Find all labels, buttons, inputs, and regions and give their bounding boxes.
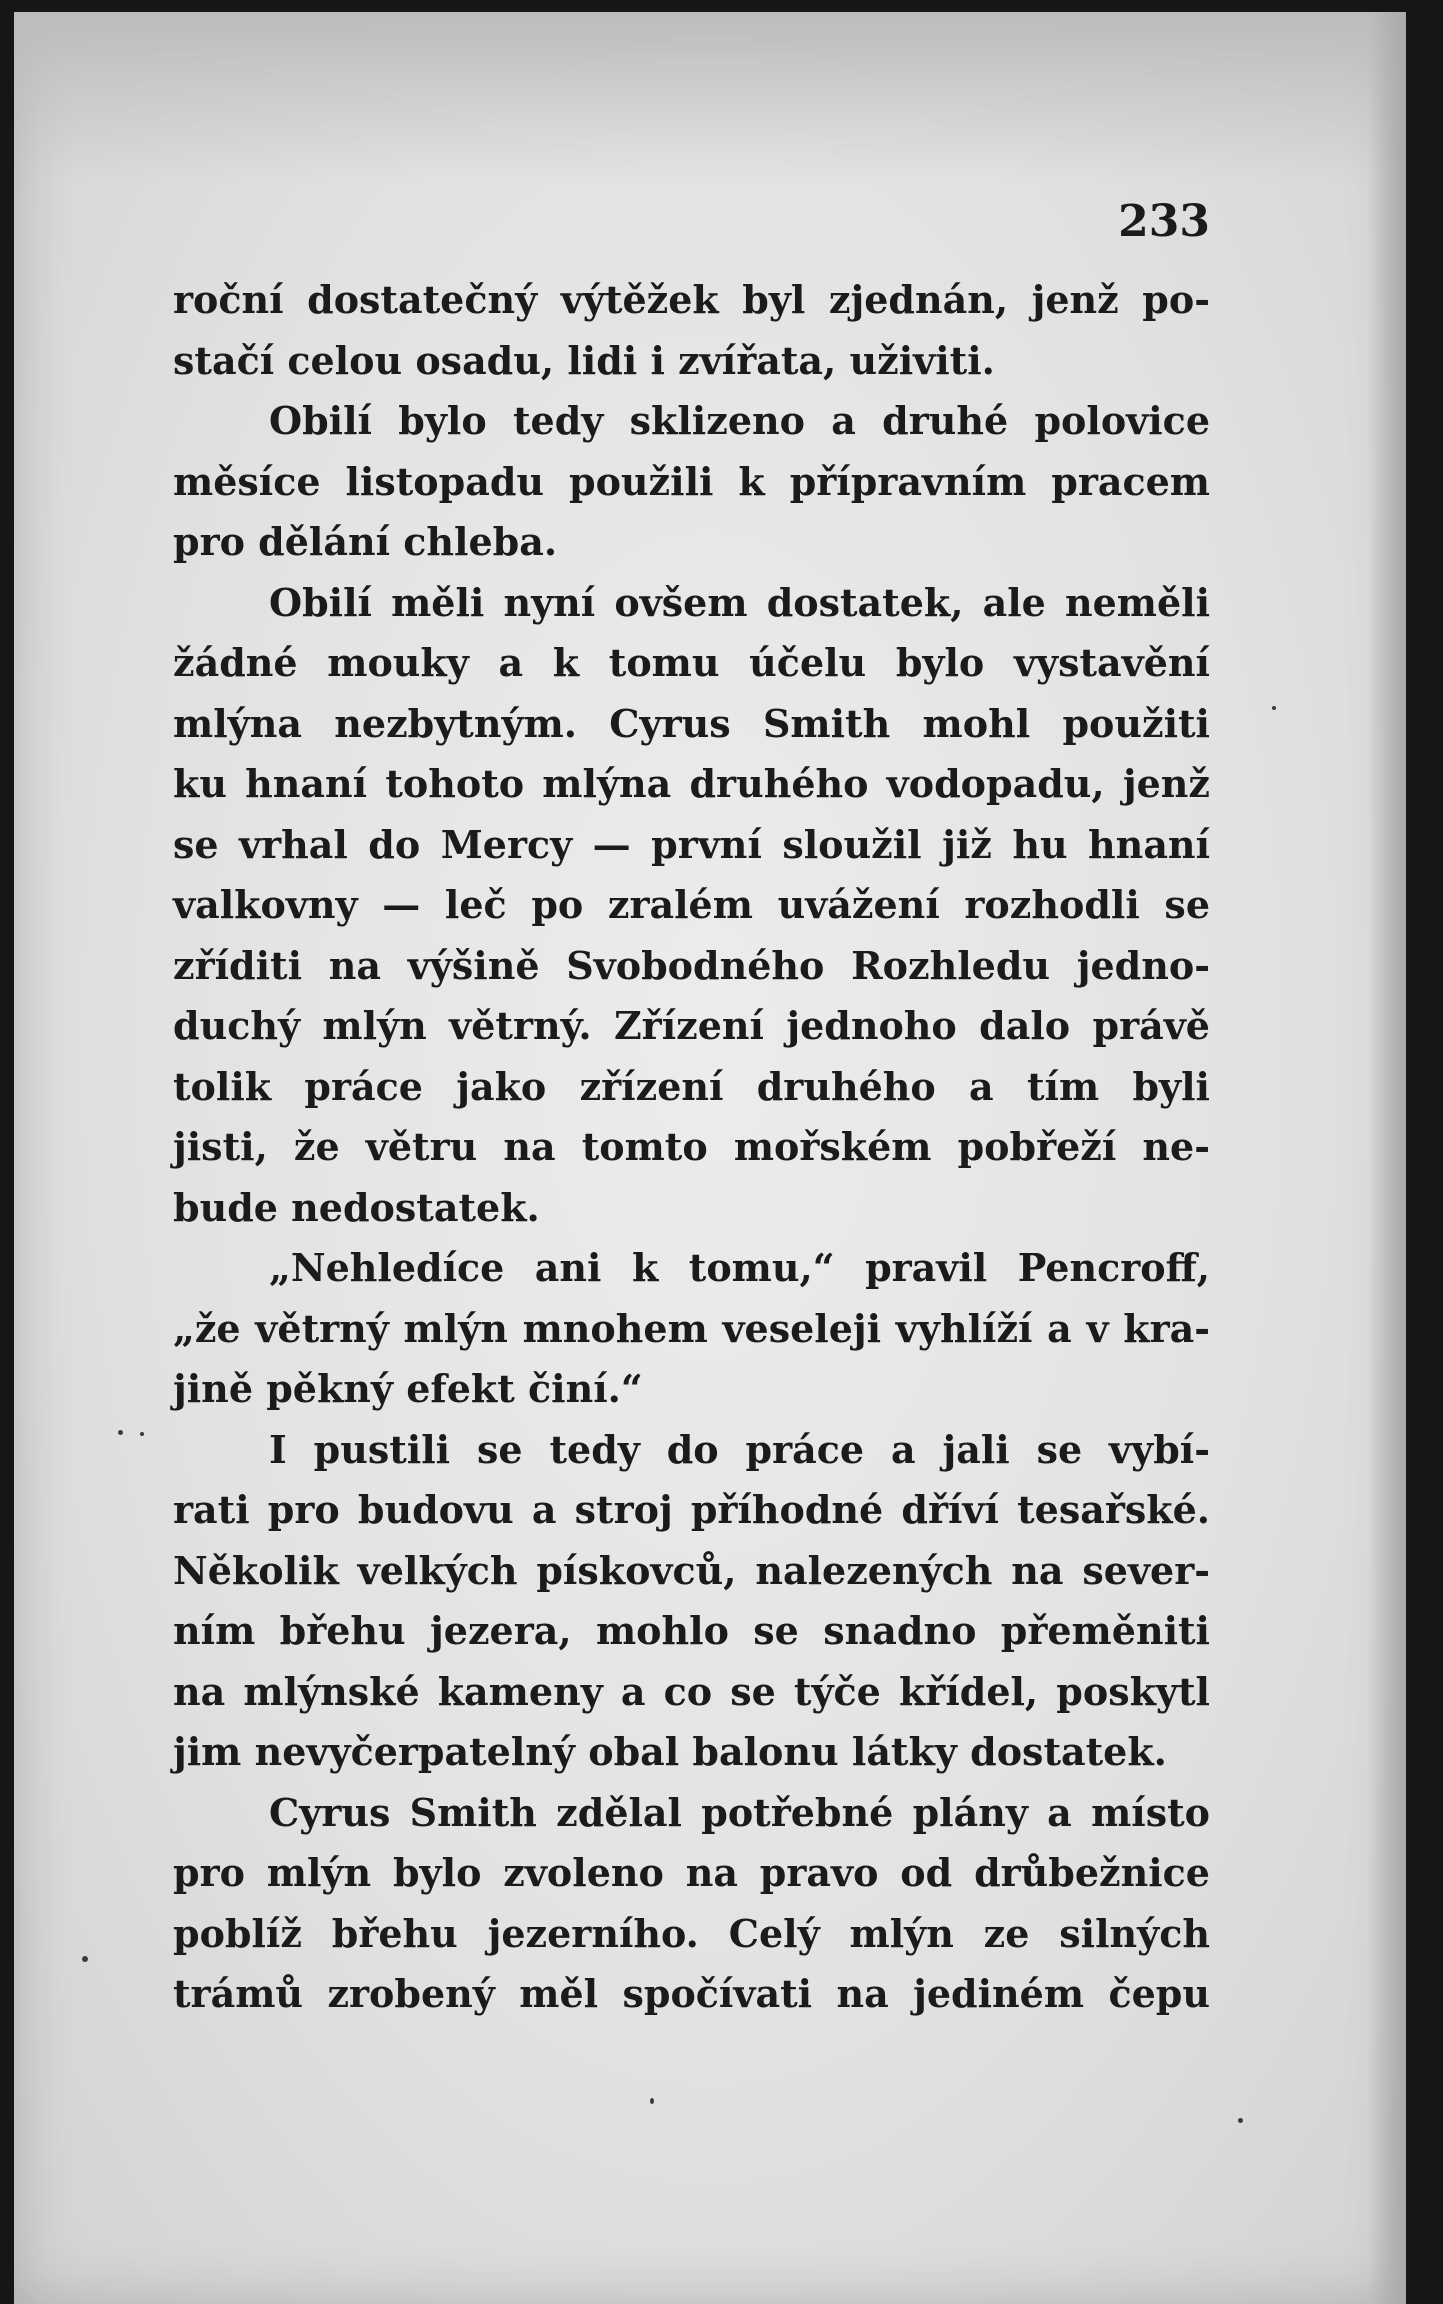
body-text [173, 270, 1210, 2025]
text-line: pro mlýn bylo zvoleno na pravo od drůbežnice [173, 1850, 1210, 1895]
text-line: I pustili se tedy do práce a jali se vybí- [269, 1426, 1210, 1472]
text-line: jině pěkný efekt činí.“ [173, 1366, 643, 1411]
scan-speck [82, 1956, 88, 1962]
text-line: trámů zrobený měl spočívati na jediném čepu [173, 1971, 1210, 2016]
text-line: jim nevyčerpatelný obal balonu látky dostatek. [173, 1729, 1167, 1774]
text-line: měsíce listopadu použili k přípravním pracem [173, 458, 1210, 504]
text-line: žádné mouky a k tomu účelu bylo vystavění [173, 640, 1210, 685]
text-line: Několik velkých pískovců, nalezených na sever- [173, 1547, 1210, 1593]
text-line: valkovny — leč po zralém uvážení rozhodli se [173, 882, 1210, 927]
scan-speck [140, 1432, 144, 1436]
scan-speck [1238, 2118, 1243, 2123]
text-line: „Nehledíce ani k tomu,“ pravil Pencroff, [269, 1245, 1210, 1290]
text-line: mlýna nezbytným. Cyrus Smith mohl použiti [173, 700, 1210, 746]
text-line: Cyrus Smith zdělal potřebné plány a místo [269, 1789, 1210, 1835]
text-line: Obilí bylo tedy sklizeno a druhé polovice [269, 398, 1210, 443]
text-line: poblíž břehu jezerního. Celý mlýn ze silných [173, 1910, 1210, 1956]
text-line: „že větrný mlýn mnohem veseleji vyhlíží a v kra- [173, 1305, 1210, 1351]
scan-speck [118, 1430, 123, 1435]
text-line: zříditi na výšině Svobodného Rozhledu jedno- [173, 942, 1210, 988]
text-line: jisti, že větru na tomto mořském pobřeží ne- [173, 1124, 1210, 1169]
page-right-edge-shading [1368, 12, 1406, 2304]
page-top-shading [14, 12, 1406, 182]
text-line: se vrhal do Mercy — první sloužil již hu hnaní [173, 821, 1210, 867]
scan-speck [650, 2098, 654, 2104]
text-line: rati pro budovu a stroj příhodné dříví tesařské. [173, 1487, 1210, 1532]
text-line: ku hnaní tohoto mlýna druhého vodopadu, jenž [173, 761, 1210, 806]
text-line: duchý mlýn větrný. Zřízení jednoho dalo právě [173, 1003, 1210, 1048]
text-line: ním břehu jezera, mohlo se snadno přeměniti [173, 1608, 1210, 1653]
scan-speck [1272, 706, 1276, 710]
text-line: na mlýnské kameny a co se týče křídel, poskytl [173, 1668, 1210, 1714]
page-number: 233 [1118, 196, 1210, 247]
text-line: stačí celou osadu, lidi i zvířata, uživiti. [173, 337, 995, 383]
text-line: bude nedostatek. [173, 1184, 540, 1230]
text-line: pro dělání chleba. [173, 519, 558, 564]
text-line: tolik práce jako zřízení druhého a tím byli [173, 1063, 1210, 1109]
text-line: Obilí měli nyní ovšem dostatek, ale neměli [269, 579, 1210, 625]
text-line: roční dostatečný výtěžek byl zjednán, jenž po- [173, 277, 1210, 322]
